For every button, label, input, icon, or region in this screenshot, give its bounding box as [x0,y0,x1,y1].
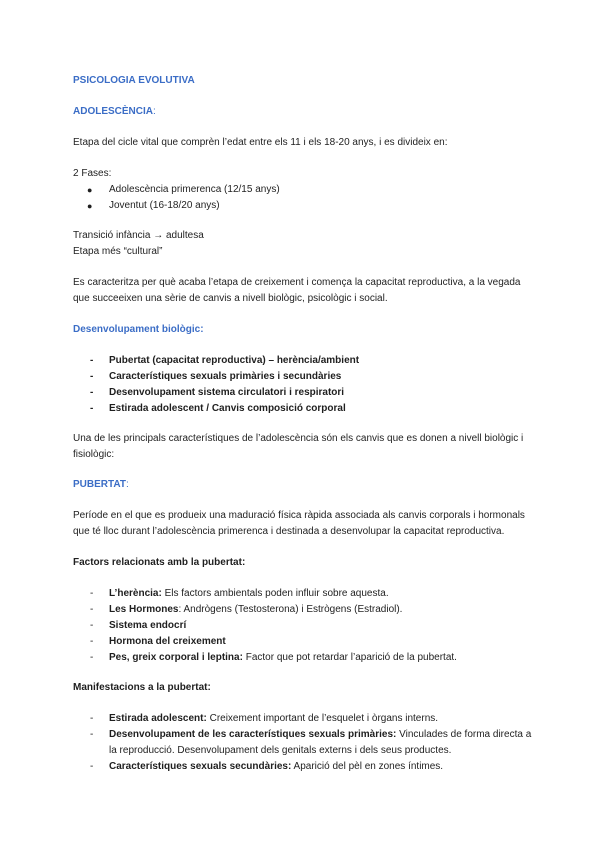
dash-icon: - [90,403,94,414]
text-line: fisiològic: [73,449,115,460]
manifestacions-heading: Manifestacions a la pubertat: [73,682,211,693]
pubertat-definition [73,508,533,540]
list-item [73,369,533,385]
list-item [73,634,533,650]
list-item [73,198,533,214]
manifestacions-list [73,711,533,775]
heading-text: ADOLESCÈNCIA [73,106,154,117]
phases-list [73,182,533,214]
text-line: que té lloc durant l’adolescència primerenca i destinada a desenvolupar la capacitat reproductiva. [73,526,505,537]
list-item [73,586,533,602]
item-continuation: la reproducció. Desenvolupament dels genitals externs i dels seus productes. [109,745,452,756]
dash-icon: - [90,604,94,615]
item-text: Creixement important de l’esquelet i òrgans interns. [206,713,439,724]
list-item [73,401,533,417]
dash-icon: - [90,652,94,663]
document-title: PSICOLOGIA EVOLUTIVA [73,75,195,86]
list-item [73,650,533,666]
item-text: Desenvolupament sistema circulatori i respiratori [109,387,345,398]
dash-icon: - [90,371,94,382]
dash-icon: - [90,729,94,740]
list-item [73,711,533,727]
text-line: Període en el que es produeix una maduració física ràpida associada als canvis corporals i hormonals [73,510,525,521]
transition-line: Transició infància → adultesa [73,230,204,241]
item-term: Hormona del creixement [109,636,226,647]
item-text: : Andrògens (Testosterona) i Estrògens (Estradiol). [178,604,403,615]
item-term: L’herència: [109,588,162,599]
dash-icon: - [90,588,94,599]
heading-text: PUBERTAT [73,479,126,490]
list-item [73,618,533,634]
item-text: Característiques sexuals primàries i secundàries [109,371,342,382]
list-item [73,385,533,401]
factors-heading: Factors relacionats amb la pubertat: [73,557,246,568]
list-item [73,727,533,759]
item-term: Estirada adolescent: [109,713,207,724]
dash-icon: - [90,636,94,647]
cultural-line: Etapa més “cultural” [73,246,163,257]
item-text: Aparició del pèl en zones íntimes. [291,761,444,772]
list-item [73,602,533,618]
item-text: Factor que pot retardar l’aparició de la pubertat. [242,652,457,663]
dash-icon: - [90,713,94,724]
dash-icon: - [90,620,94,631]
adolescencia-intro: Etapa del cicle vital que comprèn l’edat entre els 11 i els 18-20 anys, i es divideix en: [73,137,448,148]
heading-colon: : [153,106,156,117]
biologic-summary [73,431,533,463]
item-term: Característiques sexuals secundàries: [109,761,292,772]
phases-label: 2 Fases: [73,168,112,179]
list-item [73,353,533,369]
item-term: Sistema endocrí [109,620,187,631]
item-term: Pes, greix corporal i leptina: [109,652,243,663]
dash-icon: - [90,761,94,772]
biologic-list [73,353,533,417]
phase-text: Adolescència primerenca (12/15 anys) [109,184,280,195]
section-heading-adolescencia [73,104,533,120]
item-term: Desenvolupament de les característiques sexuals primàries: [109,729,397,740]
list-item [73,182,533,198]
item-text: Estirada adolescent / Canvis composició corporal [109,403,346,414]
item-text: Els factors ambientals poden influir sobre aquesta. [161,588,389,599]
text-line: Una de les principals característiques de l’adolescència són els canvis que es donen a nivell biològic i [73,433,524,444]
list-item [73,759,533,775]
item-term: Les Hormones [109,604,179,615]
text-line: que succeeixen una sèrie de canvis a nivell biològic, psicològic i social. [73,293,388,304]
bullet-icon: ● [87,185,93,195]
item-text: Pubertat (capacitat reproductiva) – herència/ambient [109,355,360,366]
adolescencia-description [73,275,533,307]
factors-list [73,586,533,666]
dash-icon: - [90,355,94,366]
section-heading-pubertat [73,477,533,493]
bullet-icon: ● [87,201,93,211]
dash-icon: - [90,387,94,398]
item-text: Vinculades de forma directa a [396,729,532,740]
heading-colon: : [125,479,129,490]
text-line: Es caracteritza per què acaba l’etapa de creixement i comença la capacitat reproductiva, a la vegada [73,277,521,288]
section-heading-biologic: Desenvolupament biològic: [73,324,204,335]
phase-text: Joventut (16-18/20 anys) [109,200,220,211]
